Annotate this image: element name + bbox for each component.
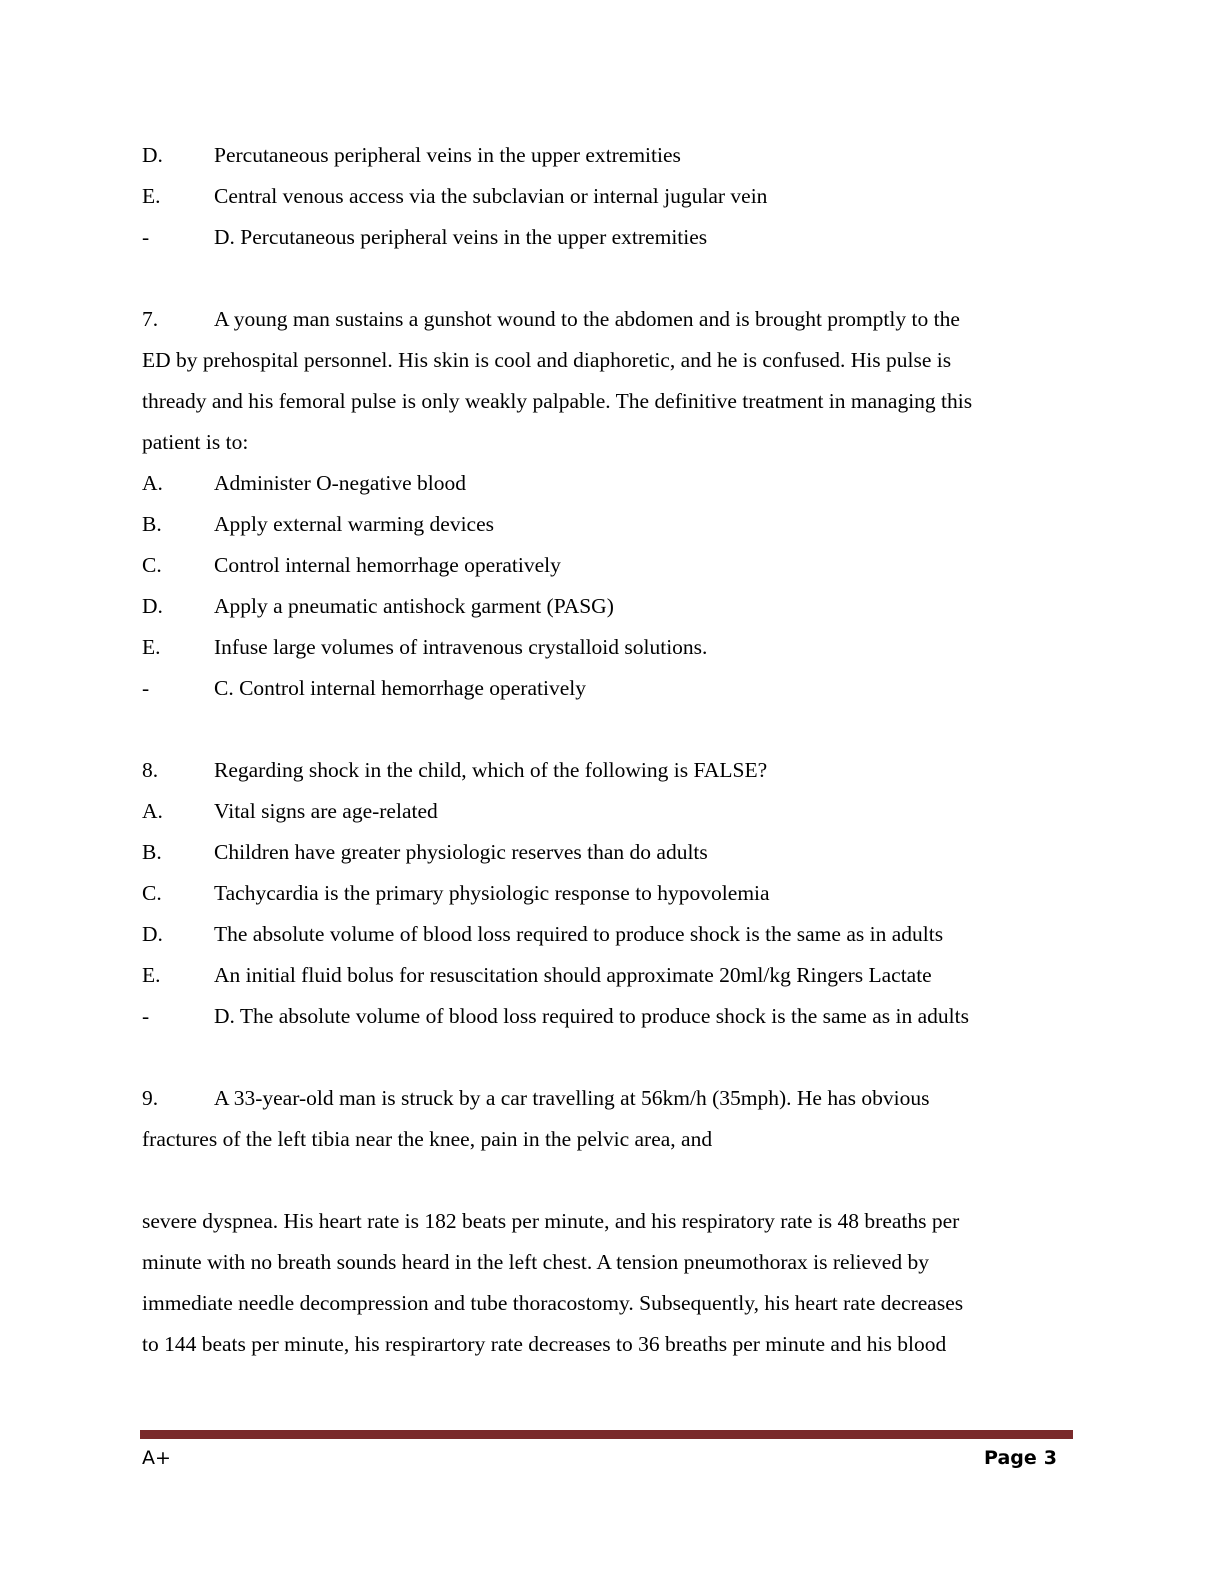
option-e-q8: [142, 962, 932, 988]
option-label: B.: [142, 840, 162, 864]
question-text: A 33-year-old man is struck by a car travelling at 56km/h (35mph). He has obvious: [214, 1086, 930, 1110]
option-label: A.: [142, 471, 163, 495]
answer-text: C. Control internal hemorrhage operatively: [214, 676, 586, 700]
question-text: patient is to:: [142, 430, 249, 454]
question-number: 9.: [142, 1086, 159, 1110]
option-label: C.: [142, 881, 162, 905]
question-7-stem: [142, 306, 960, 332]
question-7-stem-cont: [142, 388, 972, 414]
question-number: 7.: [142, 307, 159, 331]
option-text: The absolute volume of blood loss required to produce shock is the same as in adults: [214, 922, 944, 946]
question-9-stem-cont: [142, 1290, 963, 1316]
option-label: E.: [142, 963, 161, 987]
answer-text: D. The absolute volume of blood loss required to produce shock is the same as in adults: [214, 1004, 969, 1028]
option-text: Vital signs are age-related: [214, 799, 438, 823]
option-c-q8: [142, 880, 770, 906]
footer-rule: [140, 1430, 1073, 1439]
option-label: E.: [142, 184, 161, 208]
question-text: severe dyspnea. His heart rate is 182 beats per minute, and his respiratory rate is 48 breaths per: [142, 1209, 960, 1233]
option-d-q8: [142, 921, 943, 947]
option-text: Control internal hemorrhage operatively: [214, 553, 561, 577]
question-7-stem-cont: [142, 347, 951, 373]
answer-text: D. Percutaneous peripheral veins in the upper extremities: [214, 225, 708, 249]
question-8-stem: [142, 757, 767, 783]
option-text: Central venous access via the subclavian or internal jugular vein: [214, 184, 768, 208]
question-9-stem-cont: [142, 1208, 959, 1234]
footer-left-text: A+: [142, 1447, 171, 1469]
option-label: C.: [142, 553, 162, 577]
question-number: 8.: [142, 758, 159, 782]
question-text: to 144 beats per minute, his respirartory rate decreases to 36 breaths per minute and his blood: [142, 1332, 947, 1356]
option-text: Children have greater physiologic reserves than do adults: [214, 840, 708, 864]
answer-marker: -: [142, 1004, 150, 1028]
option-d-q7: [142, 593, 614, 619]
answer-q7: [142, 675, 586, 701]
option-e-q6: [142, 183, 767, 209]
question-text: minute with no breath sounds heard in the left chest. A tension pneumothorax is relieved by: [142, 1250, 929, 1274]
option-text: Apply external warming devices: [214, 512, 495, 536]
option-label: E.: [142, 635, 161, 659]
question-9-stem-cont: [142, 1126, 712, 1152]
option-a-q8: [142, 798, 438, 824]
question-7-stem-cont: [142, 429, 248, 455]
option-text: Percutaneous peripheral veins in the upper extremities: [214, 143, 681, 167]
option-text: An initial fluid bolus for resuscitation should approximate 20ml/kg Ringers Lactate: [214, 963, 932, 987]
option-label: D.: [142, 922, 163, 946]
answer-marker: -: [142, 676, 150, 700]
option-e-q7: [142, 634, 707, 660]
question-text: ED by prehospital personnel. His skin is cool and diaphoretic, and he is confused. His pulse is: [142, 348, 952, 372]
question-text: thready and his femoral pulse is only weakly palpable. The definitive treatment in managing this: [142, 389, 973, 413]
option-a-q7: [142, 470, 466, 496]
answer-q8: [142, 1003, 969, 1029]
page-number: [984, 1446, 1057, 1470]
option-text: Infuse large volumes of intravenous crystalloid solutions.: [214, 635, 708, 659]
option-label: D.: [142, 143, 163, 167]
option-b-q7: [142, 511, 494, 537]
option-b-q8: [142, 839, 708, 865]
option-label: A.: [142, 799, 163, 823]
option-text: Tachycardia is the primary physiologic response to hypovolemia: [214, 881, 770, 905]
question-9-stem: [142, 1085, 929, 1111]
option-text: Administer O-negative blood: [214, 471, 466, 495]
question-9-stem-cont: [142, 1249, 929, 1275]
question-text: fractures of the left tibia near the knee, pain in the pelvic area, and: [142, 1127, 713, 1151]
answer-marker: -: [142, 225, 150, 249]
question-9-stem-cont: [142, 1331, 946, 1357]
question-text: Regarding shock in the child, which of the following is FALSE?: [214, 758, 768, 782]
page-number-value: 3: [1043, 1447, 1057, 1469]
option-c-q7: [142, 552, 561, 578]
option-d-q6: [142, 142, 681, 168]
option-label: D.: [142, 594, 163, 618]
option-text: Apply a pneumatic antishock garment (PASG): [214, 594, 614, 618]
question-text: A young man sustains a gunshot wound to the abdomen and is brought promptly to the: [214, 307, 960, 331]
answer-q6: [142, 224, 707, 250]
page-label: Page: [984, 1447, 1037, 1469]
question-text: immediate needle decompression and tube thoracostomy. Subsequently, his heart rate decreases: [142, 1291, 964, 1315]
option-label: B.: [142, 512, 162, 536]
